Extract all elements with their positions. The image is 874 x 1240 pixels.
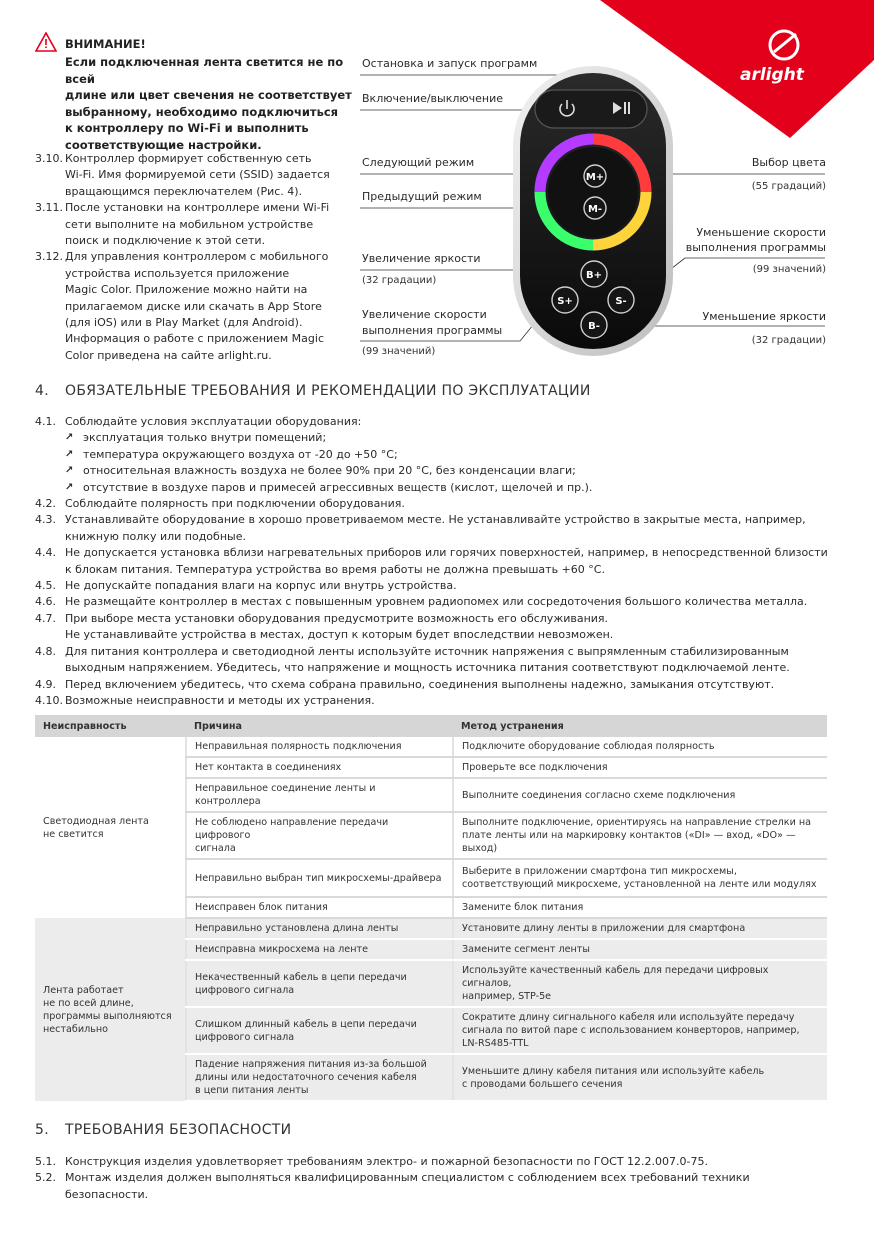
table-cell: Выберите в приложении смартфона тип микросхемы, соответствующий микросхеме, установленной на ленте или модулях (453, 859, 827, 897)
button-m-plus-label: M+ (585, 172, 605, 183)
requirement-item: 4.7. При выборе места установки оборудования предусмотрите возможность его обслуживания. Не устанавливайте устройства в местах, доступ к которым будет впоследствии невозможен. (35, 611, 614, 642)
table-row (35, 918, 827, 939)
table-cell: Некачественный кабель в цепи передачи цифрового сигнала (186, 960, 453, 1007)
table-cell: Не соблюдено направление передачи цифрового сигнала (186, 812, 453, 859)
section-4-heading (35, 383, 591, 399)
step-line: Информация о работе с приложением Magic (65, 332, 324, 346)
warning-line: выбранному, необходимо подключиться (65, 104, 339, 119)
button-s-plus[interactable] (552, 287, 578, 313)
column-header: Неисправность (35, 715, 186, 737)
warning-line: к контроллеру по Wi-Fi и выполнить (65, 121, 309, 135)
label-brightness-up: Увеличение яркости (362, 252, 481, 265)
requirement-item: 4.2. Соблюдайте полярность при подключении оборудования. (35, 497, 405, 511)
section-title: ОБЯЗАТЕЛЬНЫЕ ТРЕБОВАНИЯ И РЕКОМЕНДАЦИИ ПО ЭКСПЛУАТАЦИИ (65, 383, 591, 399)
table-cell: Замените сегмент ленты (453, 939, 827, 960)
table-cell: Установите длину ленты в приложении для смартфона (453, 918, 827, 939)
button-b-plus[interactable] (581, 261, 607, 287)
table-cell: Подключите оборудование соблюдая полярность (453, 737, 827, 757)
button-b-minus[interactable] (581, 312, 607, 338)
brand-logo-text: arlight (740, 65, 804, 85)
arrow-bullet-icon: ↗ (65, 465, 74, 477)
table-cell: Неправильное соединение ленты и контроллера (186, 778, 453, 812)
table-cell: Выполните подключение, ориентируясь на направление стрелки на плате ленты или на маркировку контактов («DI» — вход, «DO» — выход) (453, 812, 827, 859)
step-line: После установки на контроллере имени Wi-Fi (65, 201, 330, 215)
safety-item: 5.1. Конструкция изделия удовлетворяет требованиям электро- и пожарной безопасности по ГОСТ 12.2.007.0-75. (35, 1155, 708, 1168)
requirement-item: 4.8. Для питания контроллера и светодиодной ленты используйте источник напряжения с выпрямленным стабилизированным выходным напряжением. Убедитесь, что напряжение и мощность источника питания соответствуют подключаемой ленте. (35, 644, 790, 675)
requirement-bullet: ↗ эксплуатация только внутри помещений; (35, 430, 835, 446)
requirements-list (35, 414, 835, 709)
button-m-minus[interactable] (584, 197, 606, 219)
table-cell: Падение напряжения питания из-за большой длины или недостаточного сечения кабеля в цепи питания ленты (186, 1054, 453, 1101)
table-body (35, 737, 827, 1101)
requirement-item: 4.9. Перед включением убедитесь, что схема собрана правильно, соединения выполнены надежно, замыкания отсутствуют. (35, 677, 775, 691)
column-header: Метод устранения (453, 715, 827, 737)
label-speed-down-2: выполнения программы (685, 241, 826, 254)
requirement-item: 4.5. Не допускайте попадания влаги на корпус или внутрь устройства. (35, 579, 457, 593)
requirement-bullet: ↗ относительная влажность воздуха не более 90% при 20 °C, без конденсации влаги; (35, 463, 835, 479)
table-cell: Используйте качественный кабель для передачи цифровых сигналов, например, STP-5e (453, 960, 827, 1007)
requirement-item: 4.3. Устанавливайте оборудование в хорошо проветриваемом месте. Не устанавливайте устройство в закрытые места, например, книжную полку или подобные. (35, 513, 806, 543)
requirement-item (35, 414, 835, 430)
requirement-item: 4.4. Не допускается установка вблизи нагревательных приборов или горячих поверхностей, например, в непосредственной близости к блокам питания. Температура устройства во время работы не должна превышать +60 °C. (35, 546, 828, 576)
warning-title: ВНИМАНИЕ! (65, 37, 146, 51)
button-s-minus-label: S- (615, 296, 627, 307)
section-title: ТРЕБОВАНИЯ БЕЗОПАСНОСТИ (65, 1122, 292, 1138)
button-b-minus-label: B- (588, 321, 600, 332)
arrow-bullet-icon: ↗ (65, 481, 74, 493)
button-m-plus[interactable] (584, 165, 606, 187)
button-b-plus-label: B+ (585, 270, 603, 281)
section-number: 5. (35, 1122, 49, 1138)
table-cell: Неисправна микросхема на ленте (186, 939, 453, 960)
safety-list (35, 1154, 835, 1203)
step-line: Контроллер формирует собственную сеть (65, 152, 312, 165)
label-power: Включение/выключение (362, 92, 504, 105)
step-line: (для iOS) или в Play Market (для Android). (65, 316, 303, 330)
step-line: устройства используется приложение (65, 266, 290, 280)
label-color-select: Выбор цвета (751, 156, 826, 169)
step-line: Для управления контроллером с мобильного (65, 250, 329, 264)
top-button-bar (535, 90, 647, 128)
requirement-item: 4.6. Не размещайте контроллер в местах с повышенным уровнем радиопомех или сосредоточения большого количества металла. (35, 595, 808, 609)
label-next-mode: Следующий режим (362, 156, 475, 169)
label-start-stop: Остановка и запуск программ (362, 57, 538, 70)
step-number: 3.10. (35, 152, 63, 165)
requirement-text: Соблюдайте условия эксплуатации оборудования: (65, 415, 362, 428)
step-line: поиск и подключение к этой сети. (65, 234, 266, 248)
label-speed-down-sub: (99 значений) (752, 264, 826, 275)
requirement-bullet: ↗ температура окружающего воздуха от -20 до +50 °C; (35, 447, 835, 463)
button-m-minus-label: M- (587, 204, 603, 215)
button-s-minus[interactable] (608, 287, 634, 313)
section-number: 4. (35, 383, 49, 399)
table-cell: Неправильно установлена длина ленты (186, 918, 453, 939)
table-cell: Нет контакта в соединениях (186, 757, 453, 778)
step-number: 3.11. (35, 201, 63, 215)
fault-cell: Лента работает не по всей длине, программы выполняются нестабильно (35, 918, 186, 1101)
label-brightness-down: Уменьшение яркости (702, 310, 826, 323)
steps-list (35, 151, 355, 364)
requirement-number: 4.1. (35, 415, 56, 428)
warning-icon (35, 32, 57, 52)
table-cell: Неисправен блок питания (186, 897, 453, 918)
step-line: Color приведена на сайте arlight.ru. (65, 348, 272, 362)
button-s-plus-label: S+ (557, 296, 573, 307)
table-cell: Неправильная полярность подключения (186, 737, 453, 757)
step-line: вращающимся переключателем (Рис. 4). (65, 184, 303, 198)
table-cell: Сократите длину сигнального кабеля или используйте передачу сигнала по витой паре с использованием конверторов, например, LN-RS485-TTL (453, 1007, 827, 1054)
warning-text (65, 54, 355, 153)
section-5-heading (35, 1122, 291, 1138)
requirement-bullet: ↗ отсутствие в воздухе паров и примесей агрессивных веществ (кислот, щелочей и пр.). (35, 480, 835, 496)
step-line: Wi-Fi. Имя формируемой сети (SSID) задается (65, 168, 330, 182)
table-cell: Слишком длинный кабель в цепи передачи цифрового сигнала (186, 1007, 453, 1054)
label-color-select-sub: (55 градаций) (751, 181, 826, 192)
label-speed-up-1: Увеличение скорости (362, 308, 487, 321)
fault-cell: Светодиодная лента не светится (35, 737, 186, 918)
label-speed-down-1: Уменьшение скорости (696, 226, 826, 239)
safety-item: 5.2. Монтаж изделия должен выполняться квалифицированным специалистом с соблюдением всех требований техники безопасности. (35, 1171, 750, 1201)
step-number: 3.12. (35, 250, 63, 264)
arrow-bullet-icon: ↗ (65, 448, 74, 460)
table-cell: Уменьшите длину кабеля питания или используйте кабель с проводами большего сечения (453, 1054, 827, 1101)
table-cell: Выполните соединения согласно схеме подключения (453, 778, 827, 812)
step-item (35, 249, 355, 364)
step-line: Magic Color. Приложение можно найти на (65, 283, 308, 297)
table-cell: Проверьте все подключения (453, 757, 827, 778)
requirement-item: 4.10. Возможные неисправности и методы их устранения. (35, 693, 375, 707)
warning-line: соответствующие настройки. (65, 137, 262, 152)
wheel-center (548, 147, 638, 237)
table-row (35, 737, 827, 757)
step-item (35, 200, 355, 249)
label-speed-up-sub: (99 значений) (362, 346, 436, 357)
step-line: сети выполните на мобильном устройстве (65, 217, 314, 231)
label-speed-up-2: выполнения программы (362, 324, 503, 337)
column-header: Причина (186, 715, 453, 737)
label-prev-mode: Предыдущий режим (362, 190, 482, 203)
troubleshooting-table (35, 715, 827, 1102)
arrow-bullet-icon: ↗ (65, 432, 74, 444)
warning-line: длине или цвет свечения не соответствует (65, 88, 352, 102)
table-cell: Неправильно выбран тип микросхемы-драйвера (186, 859, 453, 897)
label-brightness-up-sub: (32 градации) (362, 275, 437, 286)
step-line: прилагаемом диске или скачать в App Store (65, 299, 322, 313)
label-brightness-down-sub: (32 градации) (751, 335, 826, 346)
step-item (35, 151, 355, 200)
table-header-row (35, 715, 827, 737)
warning-line: Если подключенная лента светится не по всей (65, 55, 344, 86)
table-cell: Замените блок питания (453, 897, 827, 918)
